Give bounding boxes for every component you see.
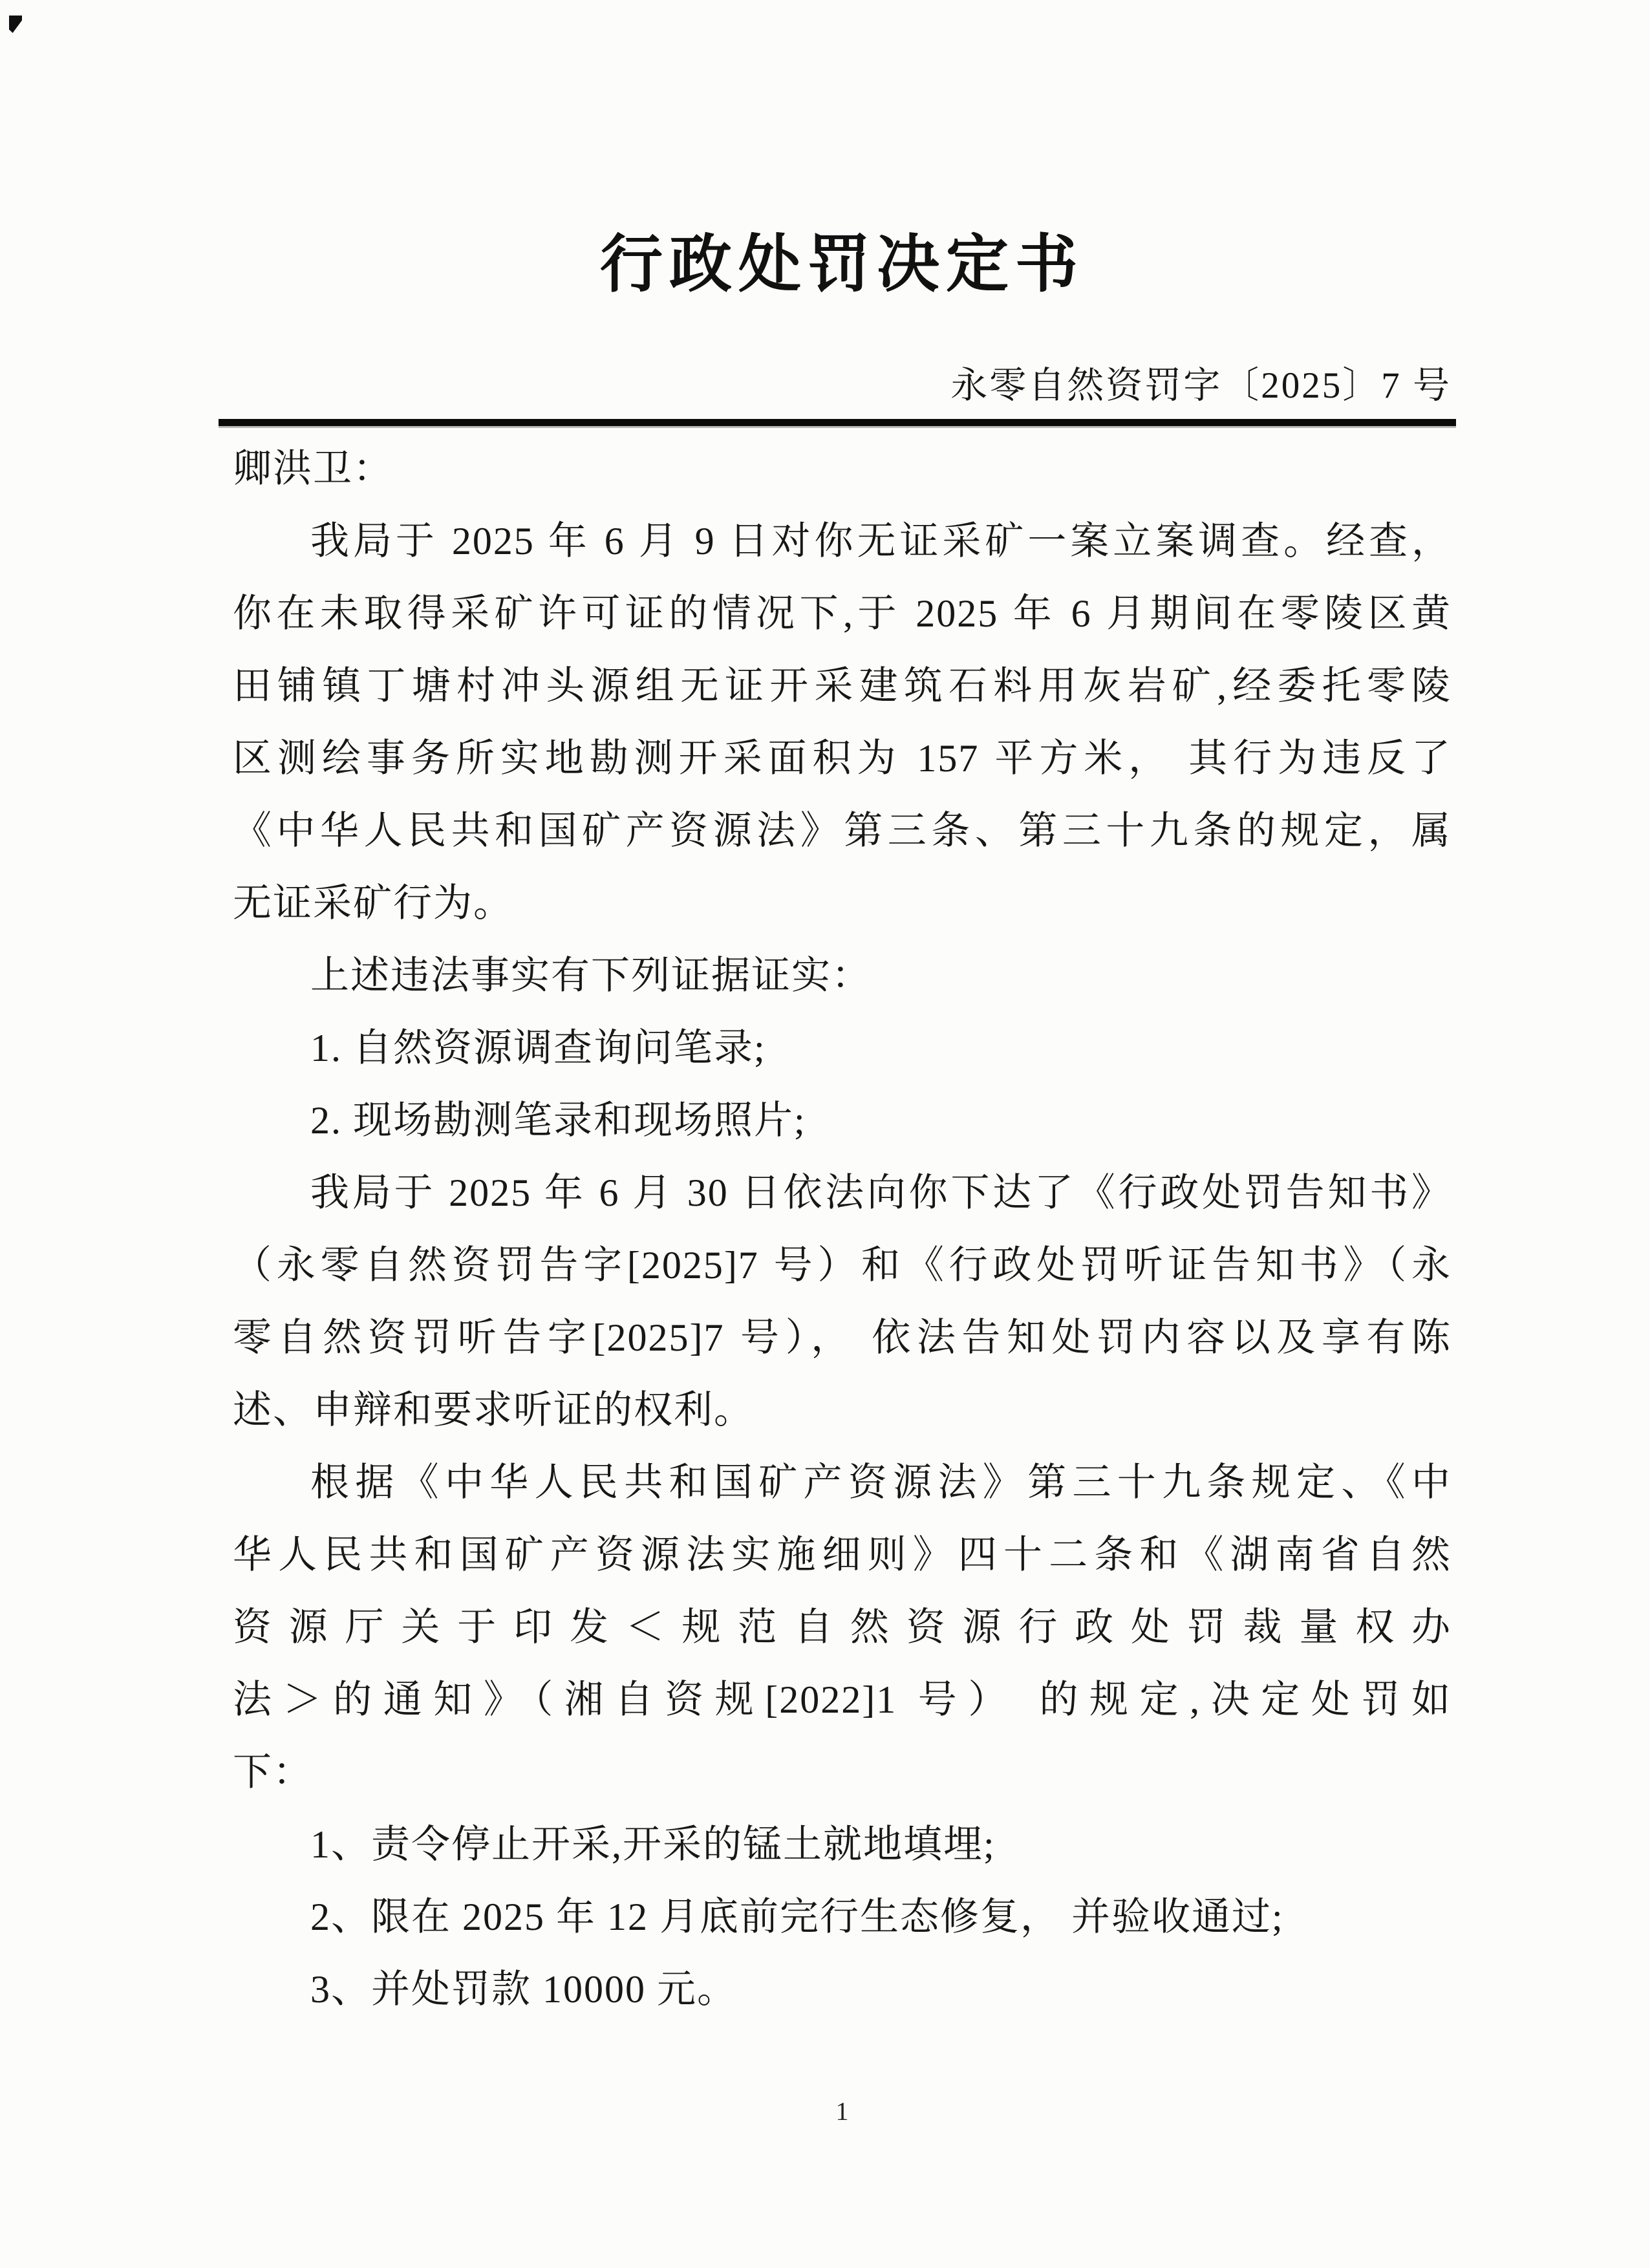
text-line: 我局于 2025 年 6 月 9 日对你无证采矿一案立案调查。经查， <box>310 520 1452 562</box>
document-number: 永零自然资罚字〔2025〕7 号 <box>950 365 1452 406</box>
text-line: 上述违法事实有下列证据证实： <box>310 954 872 997</box>
text-line: 华人民共和国矿产资源法实施细则》四十二条和《湖南省自然 <box>233 1534 1452 1576</box>
text-line: 根据《中华人民共和国矿产资源法》第三十九条规定、《中 <box>310 1461 1452 1504</box>
text-line: 零自然资罚听告字[2025]7 号）， 依法告知处罚内容以及享有陈 <box>233 1316 1452 1359</box>
document-title: 行政处罚决定书 <box>600 230 1084 299</box>
penalty-item-1: 1、责令停止开采,开采的锰土就地填埋; <box>310 1823 996 1866</box>
evidence-item-1: 1. 自然资源调查询问笔录; <box>310 1027 766 1069</box>
penalty-item-3: 3、并处罚款 10000 元。 <box>310 1968 737 2011</box>
text-line: （永零自然资罚告字[2025]7 号）和《行政处罚听证告知书》（永 <box>233 1244 1452 1287</box>
text-line: 法＞的通知》（湘自资规[2022]1 号） 的规定,决定处罚如 <box>233 1678 1452 1721</box>
text-line: 你在未取得采矿许可证的情况下,于 2025 年 6 月期间在零陵区黄 <box>233 592 1452 635</box>
text-line: 我局于 2025 年 6 月 30 日依法向你下达了《行政处罚告知书》 <box>310 1171 1452 1214</box>
text-line: 区测绘事务所实地勘测开采面积为 157 平方米， 其行为违反了 <box>233 737 1452 780</box>
text-line: 下： <box>233 1751 313 1793</box>
text-line: 述、申辩和要求听证的权利。 <box>233 1389 754 1431</box>
document-body <box>233 433 1452 2026</box>
text-line: 《中华人民共和国矿产资源法》第三条、第三十九条的规定，属 <box>233 809 1452 852</box>
scan-corner-artifact <box>9 16 22 33</box>
header-divider-rule <box>219 419 1456 426</box>
page-number: 1 <box>835 2097 849 2126</box>
text-line: 无证采矿行为。 <box>233 882 513 925</box>
text-line: 田铺镇丁塘村冲头源组无证开采建筑石料用灰岩矿,经委托零陵 <box>233 665 1452 707</box>
recipient-line: 卿洪卫： <box>233 447 393 490</box>
evidence-item-2: 2. 现场勘测笔录和现场照片; <box>310 1099 806 1142</box>
text-line: 资源厅关于印发＜规范自然资源行政处罚裁量权办 <box>233 1606 1452 1649</box>
penalty-item-2: 2、限在 2025 年 12 月底前完行生态修复， 并验收通过; <box>310 1896 1284 1938</box>
